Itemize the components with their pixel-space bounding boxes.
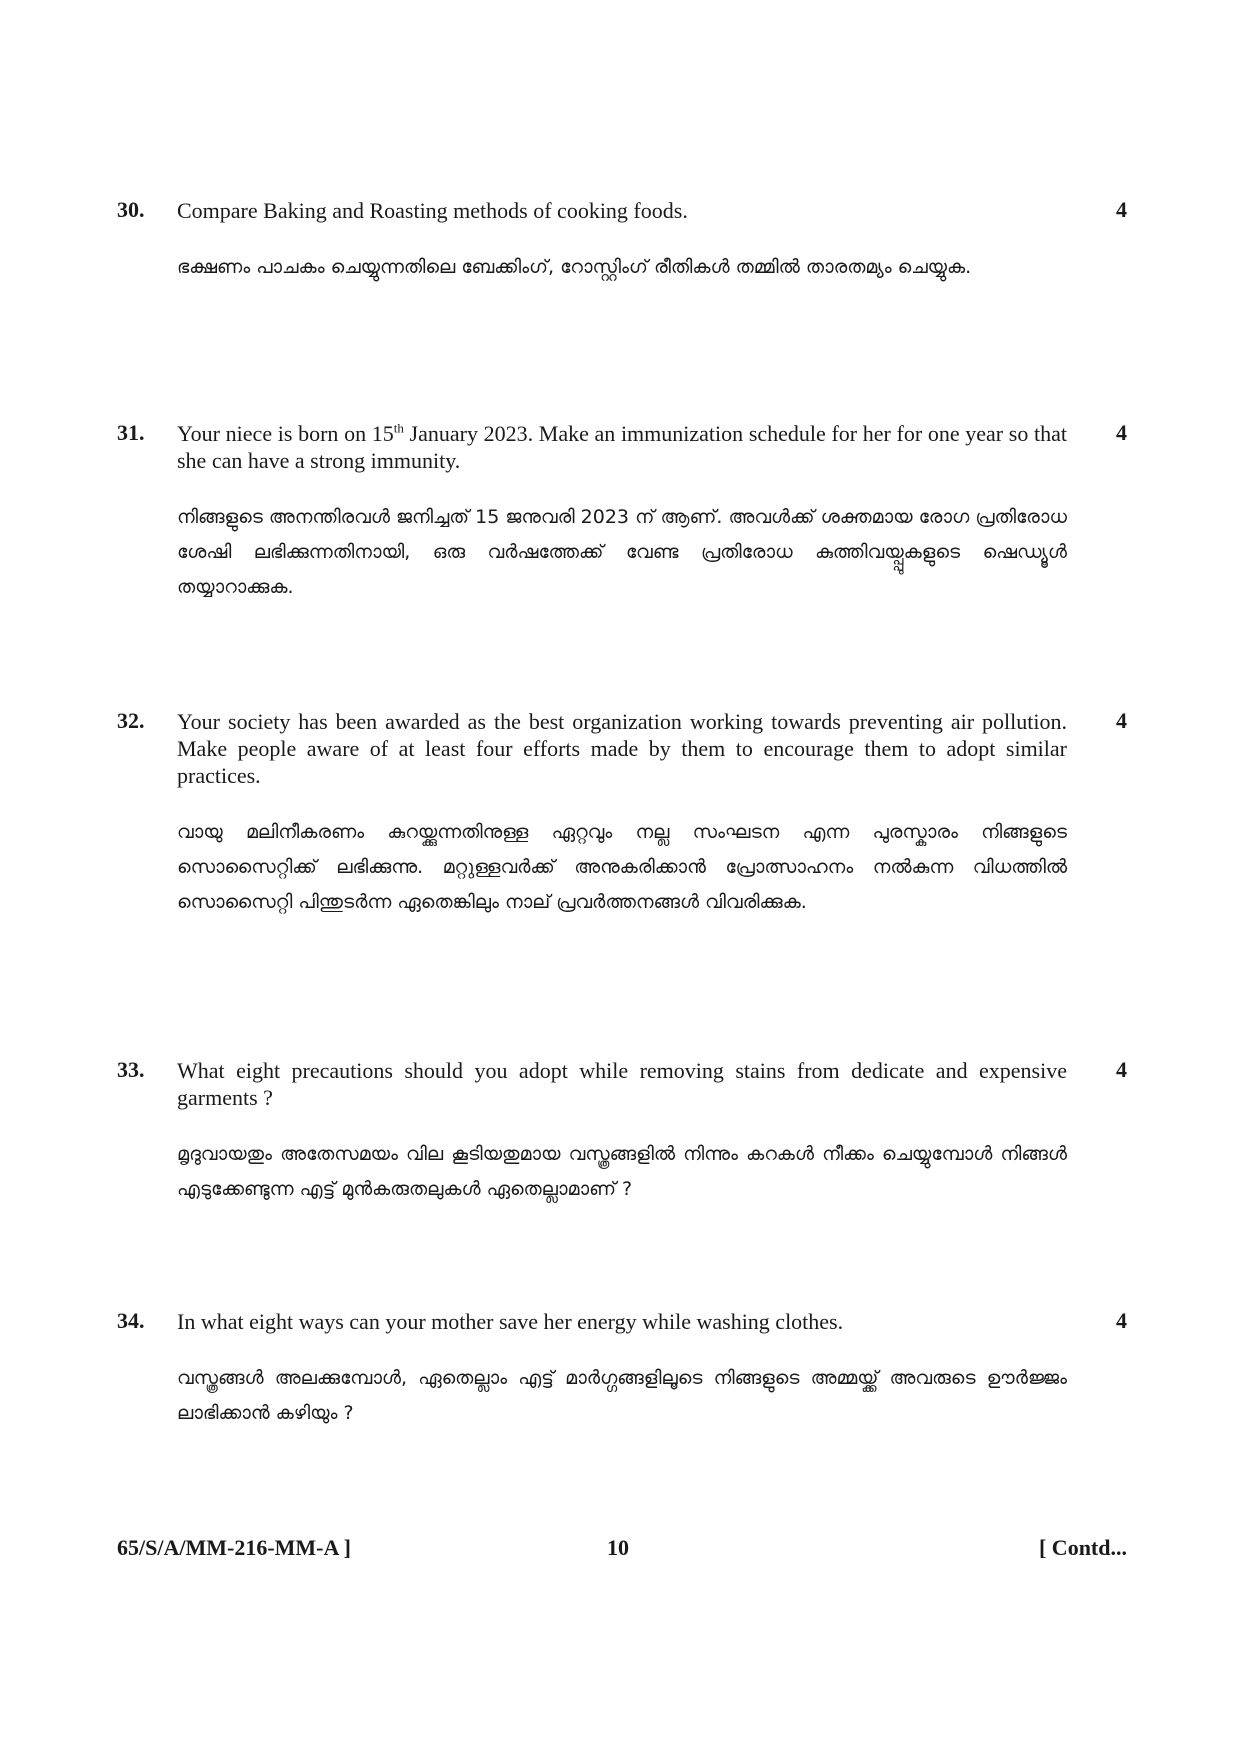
question-32 [117,708,1127,920]
question-number: 32. [117,708,145,733]
question-marks: 4 [1116,197,1127,222]
question-33 [117,1057,1127,1207]
question-text-malayalam: നിങ്ങളുടെ അനന്തിരവൾ ജനിച്ചത് 15 ജനുവരി 2023 ന് ആണ്. അവൾക്ക് ശക്തമായ രോഗ പ്രതിരോധ ശേഷി ലഭിക്കുന്നതിനായി, ഒരു വർഷത്തേക്ക് വേണ്ട പ്രതിരോധ കുത്തിവയ്പ്പുകളുടെ ഷെഡ്യൂൾ തയ്യാറാക്കുക. [177,506,1067,598]
question-number: 33. [117,1057,145,1082]
page-footer [117,1535,1127,1565]
page-number: 10 [607,1535,629,1560]
question-30 [117,197,1127,285]
question-text-malayalam: വസ്ത്രങ്ങൾ അലക്കുമ്പോൾ, ഏതെല്ലാം എട്ട് മാർഗ്ഗങ്ങളിലൂടെ നിങ്ങളുടെ അമ്മയ്ക്ക് അവരുടെ ഊർജ്ജം ലാഭിക്കാൻ കഴിയും ? [177,1367,1067,1424]
question-marks: 4 [1116,1308,1127,1333]
ordinal-suffix: th [393,420,404,436]
question-text-english: In what eight ways can your mother save her energy while washing clothes. [177,1309,844,1334]
question-number: 30. [117,197,145,222]
continued-label: [ Contd... [1038,1535,1127,1560]
question-marks: 4 [1116,708,1127,733]
question-34 [117,1308,1127,1431]
question-marks: 4 [1116,420,1127,445]
question-text-english: What eight precautions should you adopt while removing stains from dedicate and expensive garments ? [177,1058,1067,1110]
paper-code: 65/S/A/MM-216-MM-A ] [117,1535,351,1560]
question-number: 34. [117,1308,145,1333]
question-text-malayalam: വായു മലിനീകരണം കുറയ്ക്കുന്നതിനുള്ള ഏറ്റവും നല്ല സംഘടന എന്ന പുരസ്കാരം നിങ്ങളുടെ സൊസൈറ്റിക്ക് ലഭിക്കുന്നു. മറ്റുള്ളവർക്ക് അനുകരിക്കാൻ പ്രോത്സാഹനം നൽകുന്ന വിധത്തിൽ സൊസൈറ്റി പിന്തുടർന്ന ഏതെങ്കിലും നാല് പ്രവർത്തനങ്ങൾ വിവരിക്കുക. [177,821,1067,913]
question-text-english [177,420,1067,474]
question-number: 31. [117,420,145,445]
question-text-english: Compare Baking and Roasting methods of cooking foods. [177,198,688,223]
question-text-part: Your niece is born on 15 [177,421,394,446]
question-31 [117,420,1127,605]
question-text-malayalam: ഭക്ഷണം പാചകം ചെയ്യുന്നതിലെ ബേക്കിംഗ്, റോസ്റ്റിംഗ് രീതികൾ തമ്മിൽ താരതമ്യം ചെയ്യുക. [177,256,972,278]
question-marks: 4 [1116,1057,1127,1082]
question-text-part: January 2023. Make an immunization schedule for her for one year so that she can have a strong immunity. [177,421,1067,473]
question-text-malayalam: മൃദുവായതും അതേസമയം വില കൂടിയതുമായ വസ്ത്രങ്ങളിൽ നിന്നും കറകൾ നീക്കം ചെയ്യുമ്പോൾ നിങ്ങൾ എടുക്കേണ്ടുന്ന എട്ട് മുൻകരുതലുകൾ ഏതെല്ലാമാണ് ? [177,1143,1067,1200]
question-text-english: Your society has been awarded as the best organization working towards preventing air pollution. Make people aware of at least four efforts made by them to encourage them to adopt similar practices. [177,709,1067,788]
